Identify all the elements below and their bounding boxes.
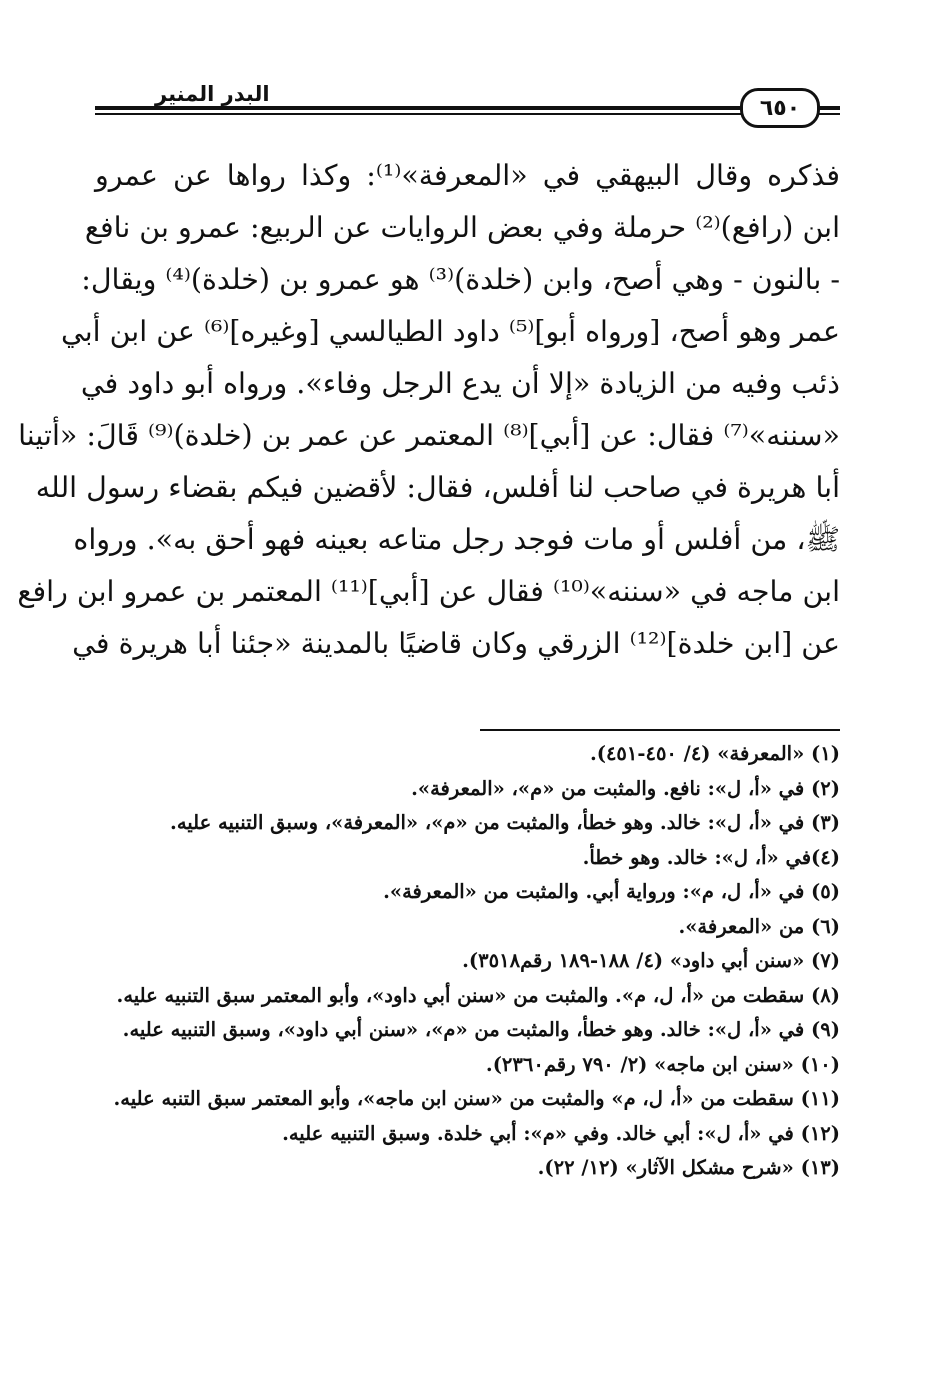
footnote: (١٠) «سنن ابن ماجه» (٢/ ٧٩٠ رقم٢٣٦٠). <box>485 1052 840 1076</box>
main-text <box>17 150 840 670</box>
text-line: ذئب وفيه من الزيادة «إلا أن يدع الرجل وفاء». ورواه أبو داود في <box>80 367 840 400</box>
text-line: «سننه»⁽⁷⁾ فقال: عن [أبي]⁽⁸⁾ المعتمر عن عمر بن (خلدة)⁽⁹⁾ قَالَ: «أتينا <box>18 419 840 452</box>
header-rule-thin <box>95 113 840 115</box>
footnote: (٤)في «أ، ل»: خالد. وهو خطأ. <box>582 845 840 869</box>
text-line: ابن ماجه في «سننه»⁽¹⁰⁾ فقال عن [أبي]⁽¹¹⁾ المعتمر بن عمرو ابن رافع <box>17 575 840 608</box>
footnote: (١) «المعرفة» (٤/ ٤٥٠-٤٥١). <box>589 742 840 765</box>
page-header <box>95 84 840 124</box>
page-number: ٦٥٠ <box>740 88 820 128</box>
footnote: (٣) في «أ، ل»: خالد. وهو خطأ، والمثبت من «م»، «المعرفة»، وسبق التنبيه عليه. <box>170 811 840 834</box>
footnote: (٥) في «أ، ل، م»: ورواية أبي. والمثبت من «المعرفة». <box>383 880 840 903</box>
header-rule <box>95 106 840 115</box>
text-line: أبا هريرة في صاحب لنا أفلس، فقال: لأقضين فيكم بقضاء رسول الله <box>35 471 840 504</box>
text-line: عمر وهو أصح، [ورواه أبو]⁽⁵⁾ داود الطيالسي [وغيره]⁽⁶⁾ عن ابن أبي <box>60 315 840 348</box>
footnote: (٧) «سنن أبي داود» (٤/ ١٨٨-١٨٩ رقم٣٥١٨). <box>462 949 840 972</box>
footnote: (٨) سقطت من «أ، ل، م». والمثبت من «سنن أبي داود»، وأبو المعتمر سبق التنبيه عليه. <box>116 983 840 1007</box>
footnote: (٩) في «أ، ل»: خالد. وهو خطأ، والمثبت من «م»، «سنن أبي داود»، وسبق التنبيه عليه. <box>122 1018 840 1041</box>
footnotes <box>95 737 840 1186</box>
footnote: (١٢) في «أ، ل»: أبي خالد. وفي «م»: أبي خلدة. وسبق التنبيه عليه. <box>282 1121 840 1145</box>
text-line: - بالنون - وهي أصح، وابن (خلدة)⁽³⁾ هو عمرو بن (خلدة)⁽⁴⁾ ويقال: <box>81 263 840 296</box>
footnote: (١٣) «شرح مشكل الآثار» (١٢/ ٢٢). <box>537 1156 840 1179</box>
text-line: ابن (رافع)⁽²⁾ حرملة وفي بعض الروايات عن الربيع: عمرو بن نافع <box>84 211 840 244</box>
footnote: (٦) من «المعرفة». <box>678 914 840 938</box>
text-line: ﷺ، من أفلس أو مات فوجد رجل متاعه بعينه فهو أحق به». ورواه <box>73 523 840 556</box>
text-line: عن [ابن خلدة]⁽¹²⁾ الزرقي وكان قاضيًا بالمدينة «جئنا أبا هريرة في <box>72 627 840 660</box>
footnote: (١١) سقطت من «أ، ل، م» والمثبت من «سنن ابن ماجه»، وأبو المعتمر سبق التنبه عليه. <box>113 1087 840 1110</box>
book-title: البدر المنير <box>155 82 270 106</box>
text-line: فذكره وقال البيهقي في «المعرفة»⁽¹⁾: وكذا رواها عن عمرو <box>95 159 840 192</box>
header-rule-thick <box>95 106 840 110</box>
footnote-separator <box>480 729 840 731</box>
footnote: (٢) في «أ، ل»: نافع. والمثبت من «م»، «المعرفة». <box>411 776 840 800</box>
